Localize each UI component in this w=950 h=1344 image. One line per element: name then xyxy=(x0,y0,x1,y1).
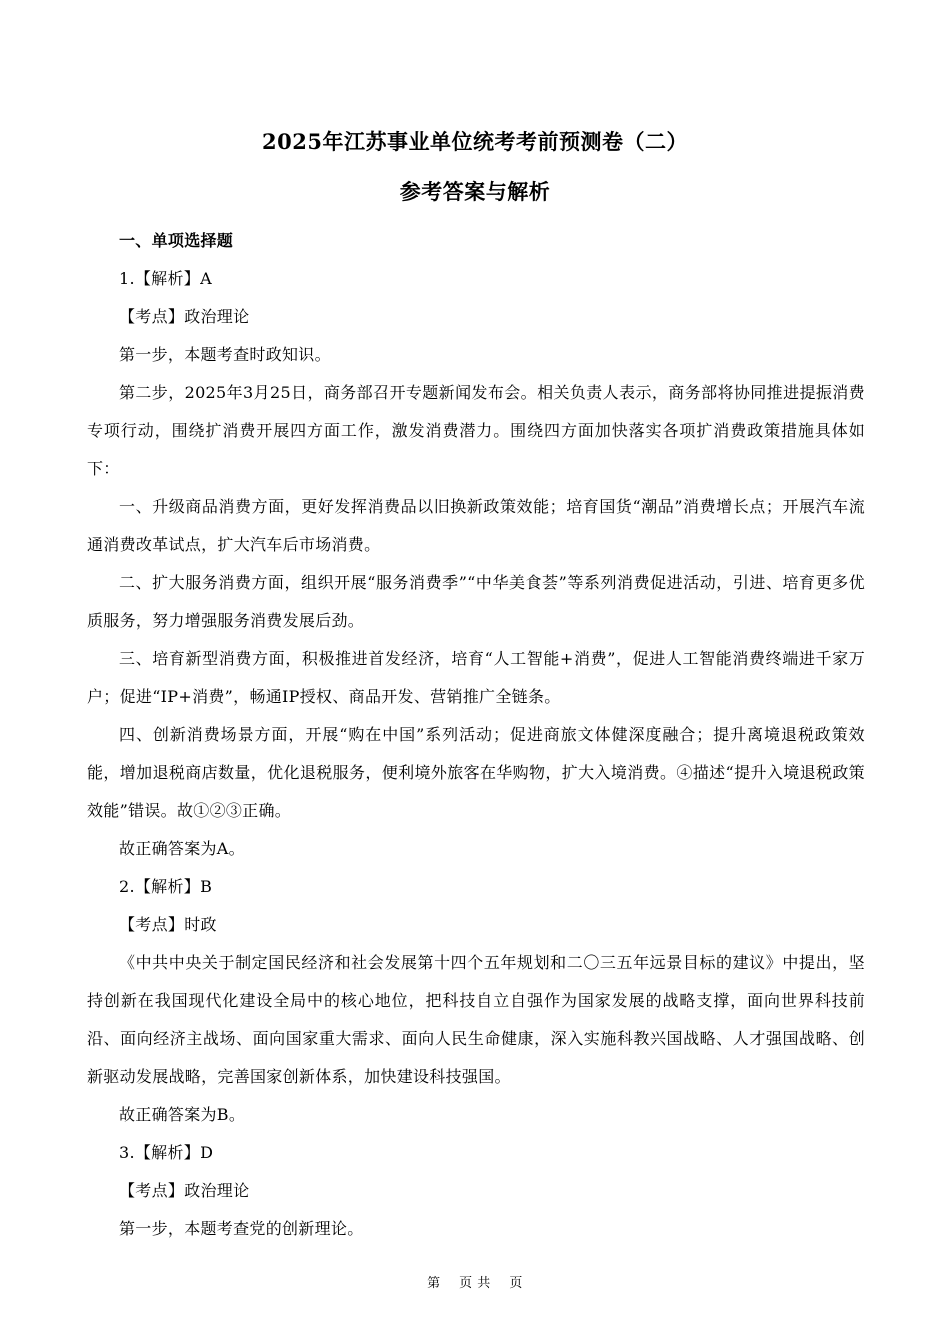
paragraph-q2-answer: 2.【解析】B xyxy=(119,877,213,896)
paragraph-q3-answer: 3.【解析】D xyxy=(119,1143,214,1162)
section-heading: 一、单项选择题 xyxy=(119,231,234,250)
paragraph-q1-point1: 一、升级商品消费方面，更好发挥消费品以旧换新政策效能；培育国货“潮品”消费增长点；开展汽车流通消费改革试点，扩大汽车后市场消费。 xyxy=(87,497,865,554)
document-body xyxy=(87,222,865,1248)
paragraph-q1-topic: 【考点】政治理论 xyxy=(119,307,250,326)
paragraph-q2-topic: 【考点】时政 xyxy=(119,915,217,934)
paragraph-q1-point2: 二、扩大服务消费方面，组织开展“服务消费季”“中华美食荟”等系列消费促进活动，引进、培育更多优质服务，努力增强服务消费发展后劲。 xyxy=(87,573,865,630)
document-subtitle: 参考答案与解析 xyxy=(399,179,551,204)
paragraph-q1-point3: 三、培育新型消费方面，积极推进首发经济，培育“人工智能+消费”，促进人工智能消费终端进千家万户；促进“IP+消费”，畅通IP授权、商品开发、营销推广全链条。 xyxy=(87,649,865,706)
paragraph-q2-conclusion: 故正确答案为B。 xyxy=(119,1105,246,1124)
paragraph-q1-step2: 第二步，2025年3月25日，商务部召开专题新闻发布会。相关负责人表示，商务部将协同推进提振消费专项行动，围绕扩消费开展四方面工作，激发消费潜力。围绕四方面加快落实各项扩消费政策措施具体如下： xyxy=(87,383,865,478)
paragraph-q1-conclusion: 故正确答案为A。 xyxy=(119,839,245,858)
paragraph-q1-step1: 第一步，本题考查时政知识。 xyxy=(119,345,331,364)
paragraph-q3-step1: 第一步，本题考查党的创新理论。 xyxy=(119,1219,364,1238)
paragraph-q2-explanation: 《中共中央关于制定国民经济和社会发展第十四个五年规划和二〇三五年远景目标的建议》中提出，坚持创新在我国现代化建设全局中的核心地位，把科技自立自强作为国家发展的战略支撑，面向世界科技前沿、面向经济主战场、面向国家重大需求、面向人民生命健康，深入实施科教兴国战略、人才强国战略、创新驱动发展战略，完善国家创新体系，加快建设科技强国。 xyxy=(87,953,865,1086)
paragraph-q3-topic: 【考点】政治理论 xyxy=(119,1181,250,1200)
paragraph-q1-answer: 1.【解析】A xyxy=(119,269,212,288)
paragraph-q1-point4: 四、创新消费场景方面，开展“购在中国”系列活动；促进商旅文体健深度融合；提升离境退税政策效能，增加退税商店数量，优化退税服务，便利境外旅客在华购物，扩大入境消费。④描述“提升入境退税政策效能”错误。故①②③正确。 xyxy=(87,725,865,820)
page-footer xyxy=(0,1272,950,1291)
page-number-label: 第 页 共 页 xyxy=(427,1276,523,1291)
document-title: 2025年江苏事业单位统考考前预测卷（二） xyxy=(262,129,688,154)
